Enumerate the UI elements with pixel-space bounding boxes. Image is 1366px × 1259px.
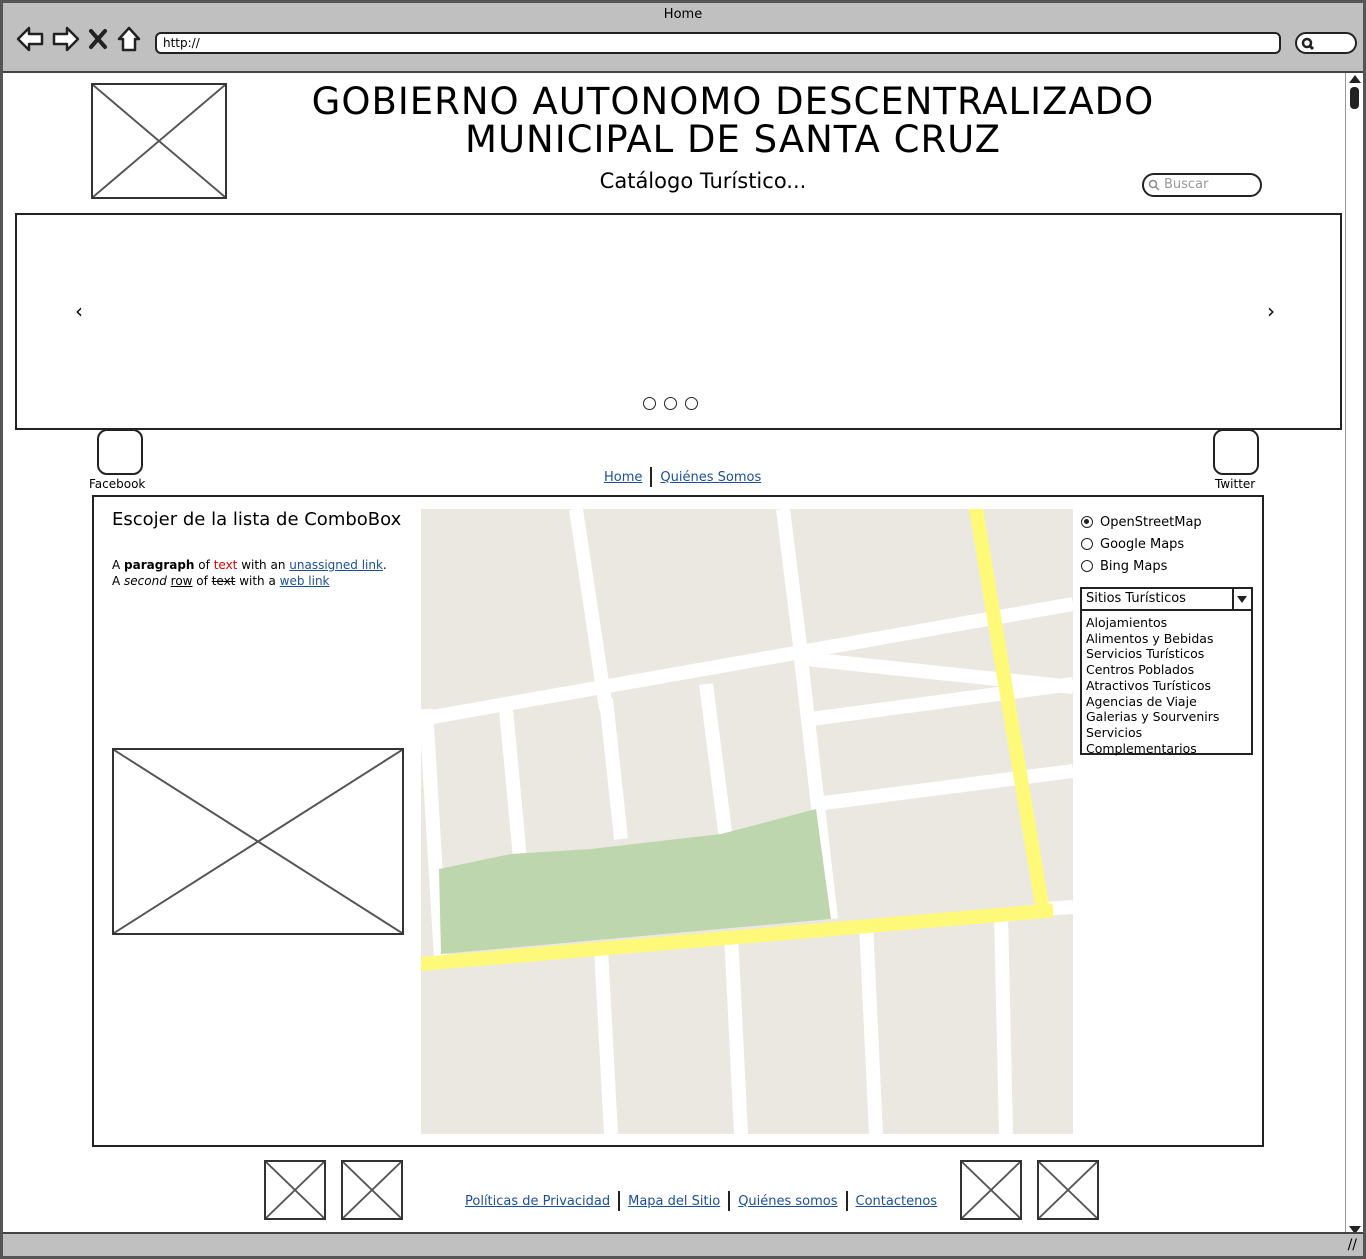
nav-separator	[650, 467, 652, 487]
text: .	[382, 558, 387, 572]
nav-about-link[interactable]: Quiénes Somos	[660, 469, 762, 485]
text-strikethrough: text	[211, 574, 236, 588]
twitter-label: Twitter	[1215, 477, 1256, 491]
facebook-icon[interactable]	[97, 429, 143, 475]
back-icon[interactable]	[15, 25, 45, 53]
facebook-label: Facebook	[89, 477, 146, 491]
browser-toolbar	[3, 3, 1363, 73]
radio-icon[interactable]	[1081, 560, 1093, 572]
combobox-selected[interactable]	[1082, 589, 1251, 611]
map-graphic	[421, 509, 1073, 1134]
text: of	[192, 574, 212, 588]
carousel-next-icon[interactable]: ›	[1267, 299, 1275, 323]
text-underline: row	[170, 574, 193, 588]
url-bar[interactable]: http://	[155, 32, 1281, 54]
footer-nav	[465, 1191, 937, 1211]
browser-statusbar	[3, 1232, 1363, 1256]
list-item[interactable]: Alimentos y Bebidas	[1086, 630, 1214, 646]
list-item[interactable]: Agencias de Viaje	[1086, 693, 1197, 709]
text-italic: second	[124, 574, 167, 588]
main-nav	[604, 467, 761, 487]
carousel-dot[interactable]	[664, 397, 677, 410]
scroll-thumb[interactable]	[1350, 87, 1359, 109]
footer-image	[1037, 1160, 1099, 1220]
list-item[interactable]: Atractivos Turísticos	[1086, 677, 1211, 693]
combobox-options	[1086, 615, 1251, 756]
list-item[interactable]: Galerias y Sourvenirs	[1086, 709, 1220, 725]
footer-separator	[728, 1191, 730, 1211]
carousel-dot[interactable]	[685, 397, 698, 410]
radio-label: Bing Maps	[1100, 558, 1168, 574]
vertical-scrollbar[interactable]	[1345, 73, 1363, 1236]
radio-selected-icon[interactable]	[1081, 516, 1093, 528]
paragraph-line-2	[112, 573, 387, 589]
list-item[interactable]: Servicios Complementarios	[1086, 724, 1197, 756]
unassigned-link[interactable]: unassigned link	[289, 558, 383, 572]
twitter-icon[interactable]	[1213, 429, 1259, 475]
page-title	[283, 80, 1183, 161]
radio-bing-maps[interactable]	[1081, 555, 1202, 577]
combobox-value: Sitios Turísticos	[1086, 591, 1186, 606]
footer-image	[264, 1160, 326, 1220]
paragraph-line-1	[112, 557, 387, 573]
radio-openstreetmap[interactable]	[1081, 511, 1202, 533]
carousel-dot[interactable]	[643, 397, 656, 410]
map-view[interactable]	[421, 509, 1073, 1134]
stop-icon[interactable]	[87, 25, 109, 53]
paragraph	[112, 557, 387, 589]
forward-icon[interactable]	[51, 25, 81, 53]
carousel-prev-icon[interactable]: ‹	[75, 299, 83, 323]
text-bold: paragraph	[124, 558, 195, 572]
category-combobox[interactable]	[1080, 587, 1253, 755]
text: of	[194, 558, 214, 572]
footer-separator	[846, 1191, 848, 1211]
footer-image	[960, 1160, 1022, 1220]
page-subtitle: Catálogo Turístico...	[599, 169, 807, 193]
title-line-2: MUNICIPAL DE SANTA CRUZ	[465, 118, 1001, 161]
main-content	[92, 495, 1264, 1147]
footer-link-sitemap[interactable]: Mapa del Sitio	[628, 1193, 721, 1209]
footer-link-about[interactable]: Quiénes somos	[738, 1193, 838, 1209]
carousel-dots	[643, 397, 698, 410]
title-line-1: GOBIERNO AUTONOMO DESCENTRALIZADO	[311, 80, 1155, 123]
footer-link-contact[interactable]: Contactenos	[855, 1193, 938, 1209]
window-title: Home	[663, 7, 703, 22]
text: A	[112, 574, 125, 588]
chevron-down-icon[interactable]	[1232, 589, 1251, 611]
footer-link-privacy[interactable]: Políticas de Privacidad	[465, 1193, 611, 1209]
radio-label: Google Maps	[1100, 536, 1185, 552]
footer-separator	[618, 1191, 620, 1211]
nav-home-link[interactable]: Home	[604, 469, 643, 485]
search-input[interactable]	[1142, 173, 1262, 197]
list-item[interactable]: Alojamientos	[1086, 615, 1168, 630]
search-placeholder: Buscar	[1164, 177, 1209, 192]
nav-buttons	[15, 25, 143, 53]
footer-image	[341, 1160, 403, 1220]
list-item[interactable]: Servicios Turísticos	[1086, 646, 1205, 662]
resize-grip-icon[interactable]: //	[1347, 1237, 1357, 1253]
map-provider-options	[1081, 511, 1202, 577]
image-carousel	[15, 213, 1342, 430]
text: A	[112, 558, 125, 572]
text-red: text	[213, 558, 238, 572]
text: with a	[235, 574, 280, 588]
list-item[interactable]: Centros Poblados	[1086, 662, 1195, 678]
browser-search[interactable]	[1295, 32, 1357, 54]
scroll-up-icon[interactable]	[1349, 75, 1361, 83]
logo-image	[91, 83, 227, 199]
text: with an	[237, 558, 290, 572]
web-link[interactable]: web link	[279, 574, 330, 588]
radio-icon[interactable]	[1081, 538, 1093, 550]
section-heading: Escojer de la lista de ComboBox	[112, 509, 402, 530]
radio-label: OpenStreetMap	[1100, 514, 1202, 530]
content-image	[112, 748, 404, 935]
radio-google-maps[interactable]	[1081, 533, 1202, 555]
home-icon[interactable]	[115, 25, 143, 53]
